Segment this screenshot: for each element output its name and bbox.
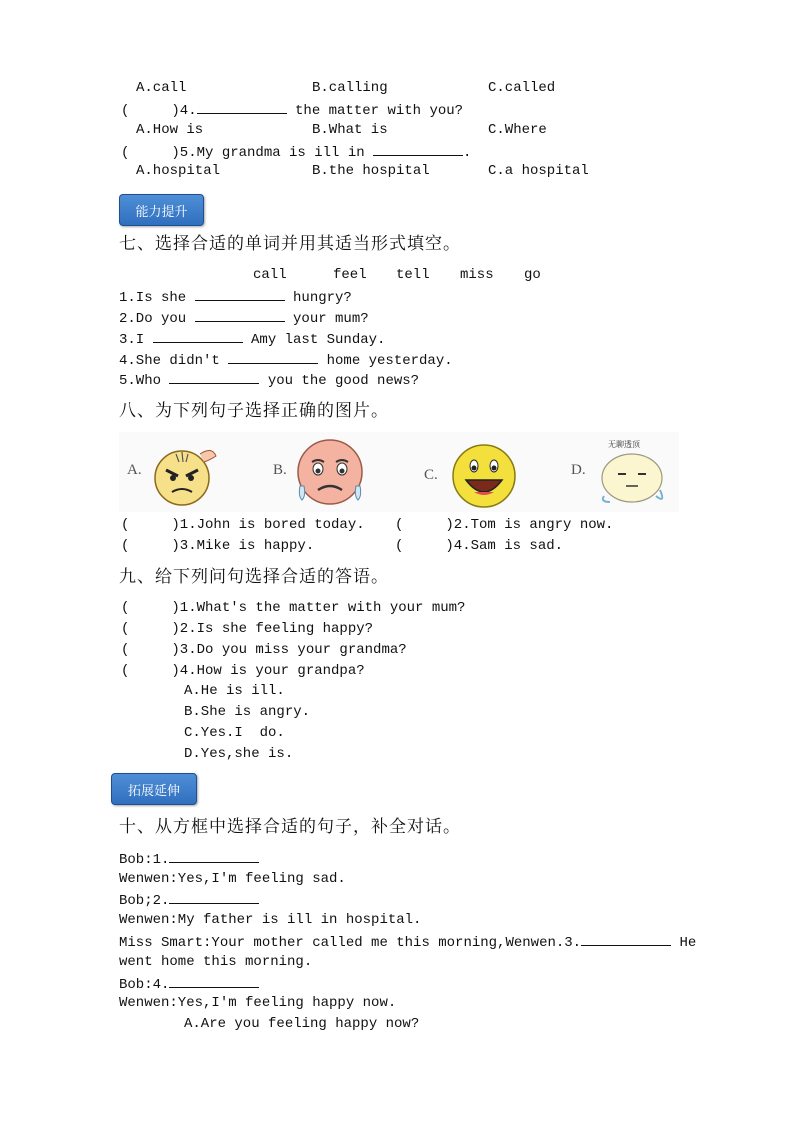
fill-item-3: 3.I Amy last Sunday. bbox=[119, 328, 385, 351]
picture-question-3: ( )3.Mike is happy. bbox=[121, 538, 315, 554]
answer-blank[interactable] bbox=[169, 889, 259, 904]
dialogue-line-1: Bob:1. bbox=[119, 848, 259, 871]
answer-blank[interactable] bbox=[153, 328, 243, 343]
option-b: B.What is bbox=[312, 122, 388, 138]
fill-item-5: 5.Who you the good news? bbox=[119, 369, 419, 392]
option-c: C.called bbox=[488, 80, 556, 96]
section-badge-ability: 能力提升 bbox=[119, 194, 204, 226]
reply-answer-b: B.She is angry. bbox=[184, 704, 311, 720]
picture-label-b: B. bbox=[273, 462, 287, 478]
option-a: A.hospital bbox=[136, 163, 221, 179]
word-feel: feel bbox=[333, 267, 367, 283]
reply-answer-d: D.Yes,she is. bbox=[184, 746, 294, 762]
reply-answer-a: A.He is ill. bbox=[184, 683, 285, 699]
fill-item-4: 4.She didn't home yesterday. bbox=[119, 349, 453, 372]
sad-face-icon bbox=[290, 436, 370, 508]
answer-blank[interactable] bbox=[373, 141, 463, 156]
reply-question-2: ( )2.Is she feeling happy? bbox=[121, 621, 374, 637]
picture-question-4: ( )4.Sam is sad. bbox=[395, 538, 564, 554]
word-miss: miss bbox=[460, 267, 494, 283]
option-c: C.a hospital bbox=[488, 163, 589, 179]
answer-blank[interactable] bbox=[169, 848, 259, 863]
bored-face-icon bbox=[596, 450, 670, 508]
dialogue-line-4: Wenwen:My father is ill in hospital. bbox=[119, 912, 422, 928]
picture-label-c: C. bbox=[424, 467, 438, 483]
section-9-title: 九、给下列问句选择合适的答语。 bbox=[119, 567, 389, 587]
word-tell: tell bbox=[396, 267, 430, 283]
choice-a: A.Are you feeling happy now? bbox=[184, 1016, 420, 1032]
dialogue-line-5: Miss Smart:Your mother called me this morning,Wenwen.3. He bbox=[119, 931, 696, 954]
reply-question-1: ( )1.What's the matter with your mum? bbox=[121, 600, 466, 616]
reply-question-3: ( )3.Do you miss your grandma? bbox=[121, 642, 407, 658]
answer-blank[interactable] bbox=[581, 931, 671, 946]
dialogue-line-6: went home this morning. bbox=[119, 954, 313, 970]
picture-question-1: ( )1.John is bored today. bbox=[121, 517, 365, 533]
section-10-title: 十、从方框中选择合适的句子，补全对话。 bbox=[119, 817, 461, 837]
reply-answer-c: C.Yes.I do. bbox=[184, 725, 285, 741]
option-b: B.calling bbox=[312, 80, 388, 96]
section-7-title: 七、选择合适的单词并用其适当形式填空。 bbox=[119, 234, 461, 254]
dialogue-line-8: Wenwen:Yes,I'm feeling happy now. bbox=[119, 995, 397, 1011]
angry-face-icon bbox=[148, 440, 220, 508]
option-a: A.How is bbox=[136, 122, 204, 138]
answer-blank[interactable] bbox=[195, 307, 285, 322]
answer-blank[interactable] bbox=[169, 973, 259, 988]
dialogue-line-7: Bob:4. bbox=[119, 973, 259, 996]
happy-face-icon bbox=[450, 442, 518, 510]
answer-blank[interactable] bbox=[195, 286, 285, 301]
answer-blank[interactable] bbox=[169, 369, 259, 384]
option-a: A.call bbox=[136, 80, 187, 96]
answer-blank[interactable] bbox=[197, 99, 287, 114]
dialogue-line-2: Wenwen:Yes,I'm feeling sad. bbox=[119, 871, 346, 887]
dialogue-line-3: Bob;2. bbox=[119, 889, 259, 912]
picture-label-d: D. bbox=[571, 462, 586, 478]
picture-d-caption: 无聊透顶 bbox=[608, 440, 640, 449]
question-5: ( )5.My grandma is ill in . bbox=[121, 141, 471, 164]
picture-question-2: ( )2.Tom is angry now. bbox=[395, 517, 614, 533]
word-call: call bbox=[253, 267, 287, 283]
answer-blank[interactable] bbox=[228, 349, 318, 364]
picture-label-a: A. bbox=[127, 462, 142, 478]
section-badge-extension: 拓展延伸 bbox=[111, 773, 197, 805]
question-4: ( )4. the matter with you? bbox=[121, 99, 463, 122]
option-b: B.the hospital bbox=[312, 163, 430, 179]
fill-item-2: 2.Do you your mum? bbox=[119, 307, 369, 330]
fill-item-1: 1.Is she hungry? bbox=[119, 286, 352, 309]
section-8-title: 八、为下列句子选择正确的图片。 bbox=[119, 401, 389, 421]
reply-question-4: ( )4.How is your grandpa? bbox=[121, 663, 365, 679]
word-go: go bbox=[524, 267, 541, 283]
option-c: C.Where bbox=[488, 122, 547, 138]
